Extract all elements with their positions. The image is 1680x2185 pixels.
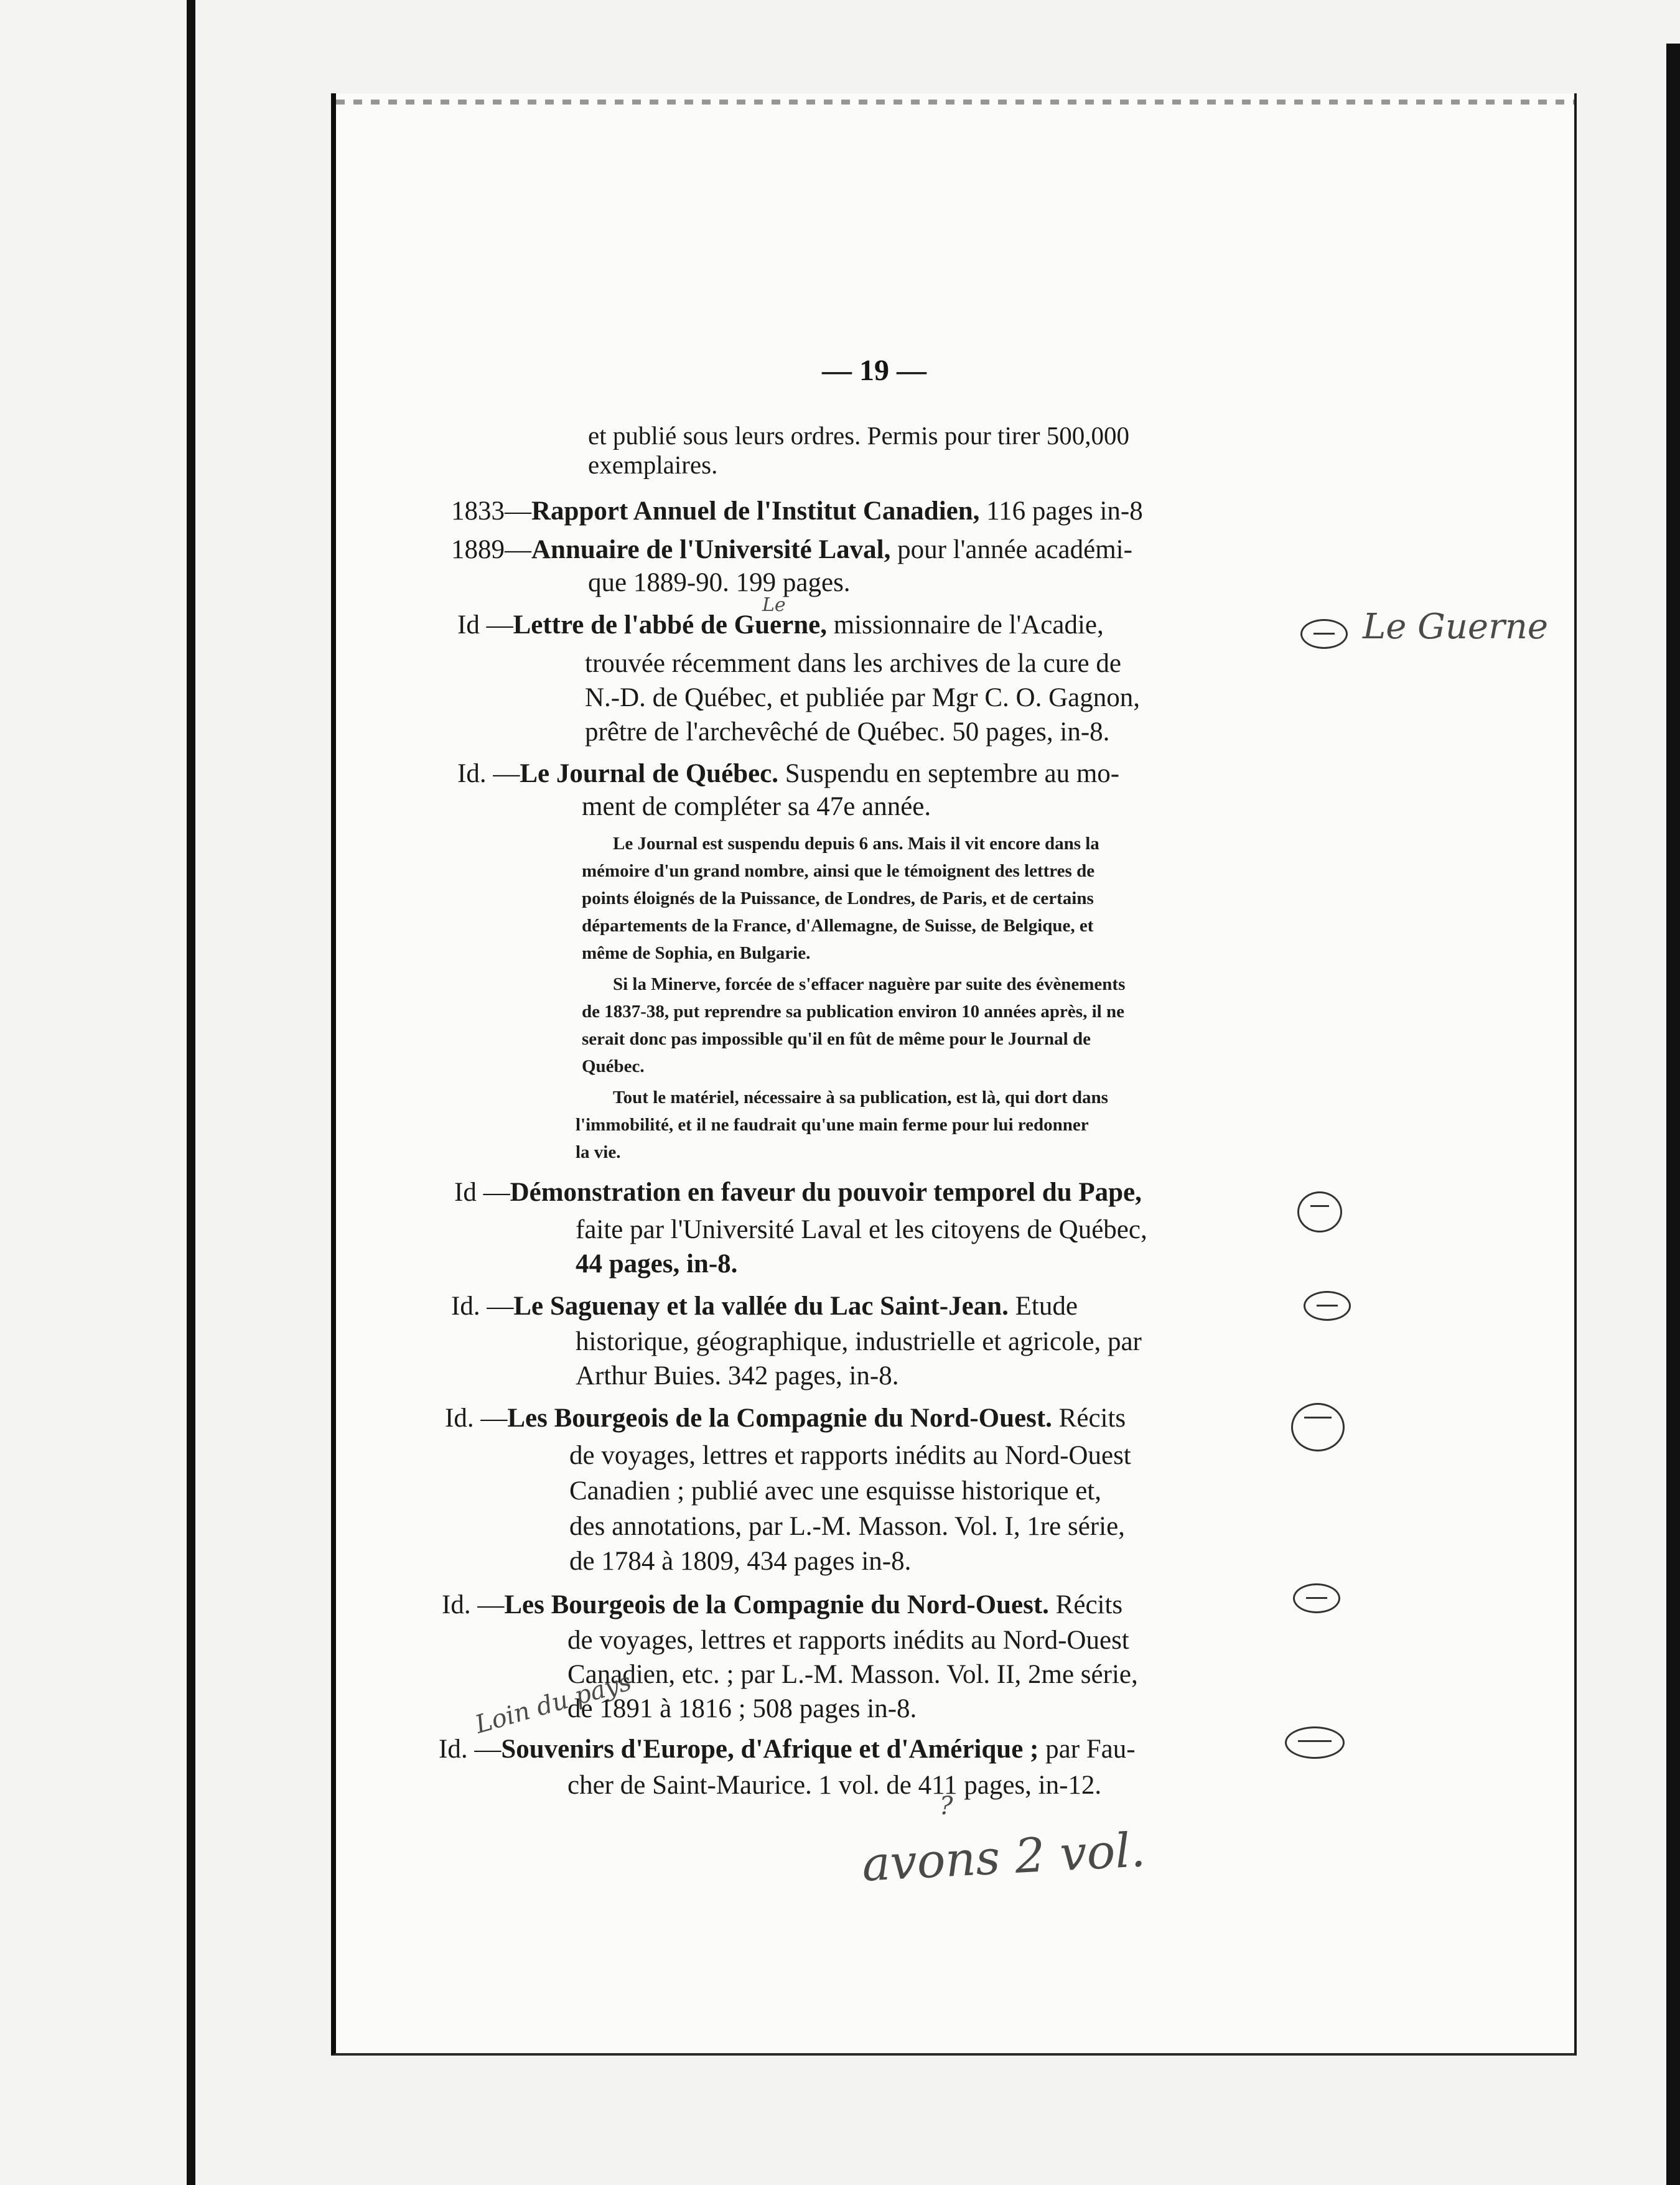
margin-circle-mark: [1297, 1191, 1342, 1232]
note-line: Québec.: [582, 1056, 645, 1076]
text-line: trouvée récemment dans les archives de la cure de: [585, 649, 1121, 678]
text-line: ment de compléter sa 47e année.: [582, 792, 931, 821]
text-line: cher de Saint-Maurice. 1 vol. de 411 pages, in-12.: [567, 1771, 1102, 1800]
note-line: de 1837-38, put reprendre sa publication environ 10 années après, il ne: [582, 1002, 1124, 1022]
margin-circle-mark: [1291, 1403, 1345, 1451]
text-line: 44 pages, in-8.: [576, 1249, 738, 1279]
note-line: la vie.: [576, 1142, 621, 1162]
page-top-edge: [336, 100, 1574, 105]
note-line: points éloignés de la Puissance, de Londres, de Paris, et de certains: [582, 888, 1094, 908]
text-line: de 1784 à 1809, 434 pages in-8.: [569, 1547, 912, 1576]
text-line: Canadien ; publié avec une esquisse historique et,: [569, 1476, 1101, 1506]
handwritten-question-mark: ?: [940, 1792, 953, 1820]
text-line: historique, géographique, industrielle et agricole, par: [576, 1327, 1142, 1356]
text-line: des annotations, par L.-M. Masson. Vol. I, 1re série,: [569, 1512, 1125, 1541]
handwritten-margin-note: Le Guerne: [1363, 607, 1549, 647]
note-line: Le Journal est suspendu depuis 6 ans. Mais il vit encore dans la: [613, 834, 1099, 854]
handwritten-bottom-note: avons 2 vol.: [860, 1822, 1147, 1892]
note-line: départements de la France, d'Allemagne, de Suisse, de Belgique, et: [582, 916, 1094, 936]
note-line: Si la Minerve, forcée de s'effacer naguère par suite des évènements: [613, 974, 1126, 994]
text-line: faite par l'Université Laval et les citoyens de Québec,: [576, 1215, 1147, 1244]
scan-right-edge: [1666, 44, 1680, 2185]
entry-lettre-guerne: Id —Lettre de l'abbé de Guerne, missionnaire de l'Acadie,: [457, 610, 1104, 640]
margin-circle-mark: [1293, 1583, 1340, 1613]
text-line: et publié sous leurs ordres. Permis pour tirer 500,000: [588, 421, 1129, 450]
note-line: l'immobilité, et il ne faudrait qu'une main ferme pour lui redonner: [576, 1115, 1089, 1135]
entry-demonstration: Id —Démonstration en faveur du pouvoir temporel du Pape,: [454, 1178, 1142, 1207]
entry-souvenirs: Id. —Souvenirs d'Europe, d'Afrique et d'Amérique ; par Fau-: [439, 1735, 1136, 1764]
text-line: exemplaires.: [588, 450, 718, 479]
handwritten-above-souvenirs: Loin du pays: [472, 1667, 635, 1740]
text-line: Canadien, etc. ; par L.-M. Masson. Vol. II, 2me série,: [567, 1660, 1138, 1689]
entry-1833: 1833—Rapport Annuel de l'Institut Canadien, 116 pages in-8: [451, 496, 1143, 526]
note-line: serait donc pas impossible qu'il en fût de même pour le Journal de: [582, 1029, 1091, 1049]
entry-bourgeois-vol2: Id. —Les Bourgeois de la Compagnie du Nord-Ouest. Récits: [442, 1590, 1123, 1619]
margin-circle-mark: [1300, 619, 1348, 649]
text-line: que 1889-90. 199 pages.: [588, 568, 851, 597]
note-line: Tout le matériel, nécessaire à sa publication, est là, qui dort dans: [613, 1088, 1108, 1107]
text-line: de 1891 à 1816 ; 508 pages in-8.: [567, 1694, 917, 1723]
text-line: N.-D. de Québec, et publiée par Mgr C. O. Gagnon,: [585, 683, 1140, 712]
text-line: de voyages, lettres et rapports inédits au Nord-Ouest: [567, 1626, 1129, 1655]
margin-circle-mark: [1304, 1291, 1351, 1321]
entry-journal-quebec: Id. —Le Journal de Québec. Suspendu en septembre au mo-: [457, 759, 1120, 788]
entry-1889: 1889—Annuaire de l'Université Laval, pour l'année académi-: [451, 535, 1132, 564]
book-spine: [187, 0, 195, 2185]
handwritten-insert-correction: Le: [762, 594, 786, 616]
page-number: — 19 —: [822, 354, 926, 387]
left-page-edge: [0, 0, 187, 2185]
note-line: même de Sophia, en Bulgarie.: [582, 943, 811, 963]
text-line: de voyages, lettres et rapports inédits au Nord-Ouest: [569, 1441, 1131, 1470]
text-line: Arthur Buies. 342 pages, in-8.: [576, 1361, 899, 1391]
note-line: mémoire d'un grand nombre, ainsi que le témoignent des lettres de: [582, 861, 1095, 881]
text-line: prêtre de l'archevêché de Québec. 50 pages, in-8.: [585, 717, 1110, 747]
margin-circle-mark: [1285, 1726, 1345, 1759]
entry-saguenay: Id. —Le Saguenay et la vallée du Lac Saint-Jean. Etude: [451, 1292, 1078, 1321]
entry-bourgeois-vol1: Id. —Les Bourgeois de la Compagnie du Nord-Ouest. Récits: [445, 1404, 1126, 1433]
